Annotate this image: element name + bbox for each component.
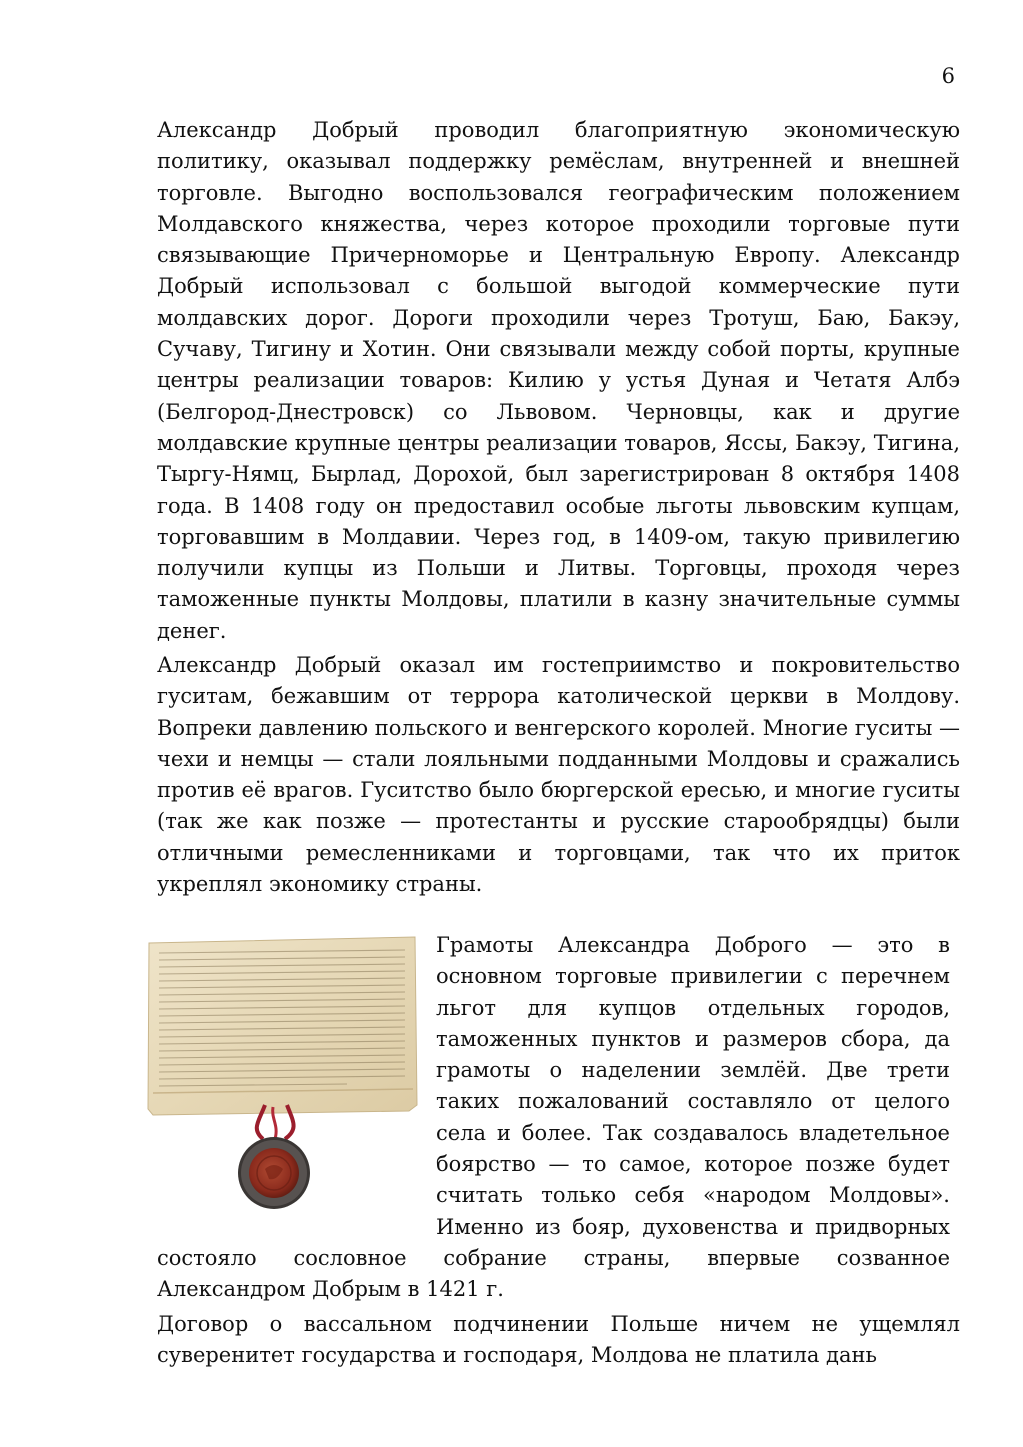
charter-figure-section bbox=[147, 930, 950, 1306]
charter-image bbox=[147, 933, 418, 1219]
paragraph-charters: Грамоты Александра Доброго — это в основном торговые привилегии с перечнем льгот для купцов отдельных городов, таможенных пунктов и размеров сбора, да грамоты о наделении землёй. Две трети таких пожалований составляло от целого села и более. Так создавалось владетельное боярство — то самое, которое позже будет считать только себя «народом Молдовы». Именно из бояр, духовенства и придворных состояло сословное собрание страны, впервые созванное Александром Добрым в 1421 г. bbox=[157, 933, 950, 1302]
paragraph-trade-policy: Александр Добрый проводил благоприятную экономическую политику, оказывал поддержку ремёслам, внутренней и внешней торговле. Выгодно воспользовался географическим положением Молдавского княжества, через которое проходили торговые пути связывающие Причерноморье и Центральную Европу. Александр Добрый использовал с большой выгодой коммерческие пути молдавских дорог. Дороги проходили через Тротуш, Баю, Бакэу, Сучаву, Тигину и Хотин. Они связывали между собой порты, крупные центры реализации товаров: Килию у устья Дуная и Четатя Албэ (Белгород-Днестровск) со Львовом. Черновцы, как и другие молдавские крупные центры реализации товаров, Яссы, Бакэу, Тигина, Тыргу-Нямц, Бырлад, Дорохой, был зарегистрирован 8 октября 1408 года. В 1408 году он предоставил особые льготы львовским купцам, торговавшим в Молдавии. Через год, в 1409-ом, такую привилегию получили купцы из Польши и Литвы. Торговцы, проходя через таможенные пункты Молдовы, платили в казну значительные суммы денег. bbox=[157, 118, 960, 643]
paragraph-vassal-treaty: Договор о вассальном подчинении Польше ничем не ущемлял суверенитет государства и господаря, Молдова не платила дань bbox=[157, 1312, 960, 1368]
page-number: 6 bbox=[941, 64, 955, 88]
paragraph-hussites: Александр Добрый оказал им гостеприимство и покровительство гуситам, бежавшим от террора католической церкви в Молдову. Вопреки давлению польского и венгерского королей. Многие гуситы — чехи и немцы — стали лояльными подданными Молдовы и сражались против её врагов. Гуситство было бюргерской ересью, и многие гуситы (так же как позже — протестанты и русские старообрядцы) были отличными ремесленниками и торговцами, так что их приток укреплял экономику страны. bbox=[157, 653, 960, 897]
